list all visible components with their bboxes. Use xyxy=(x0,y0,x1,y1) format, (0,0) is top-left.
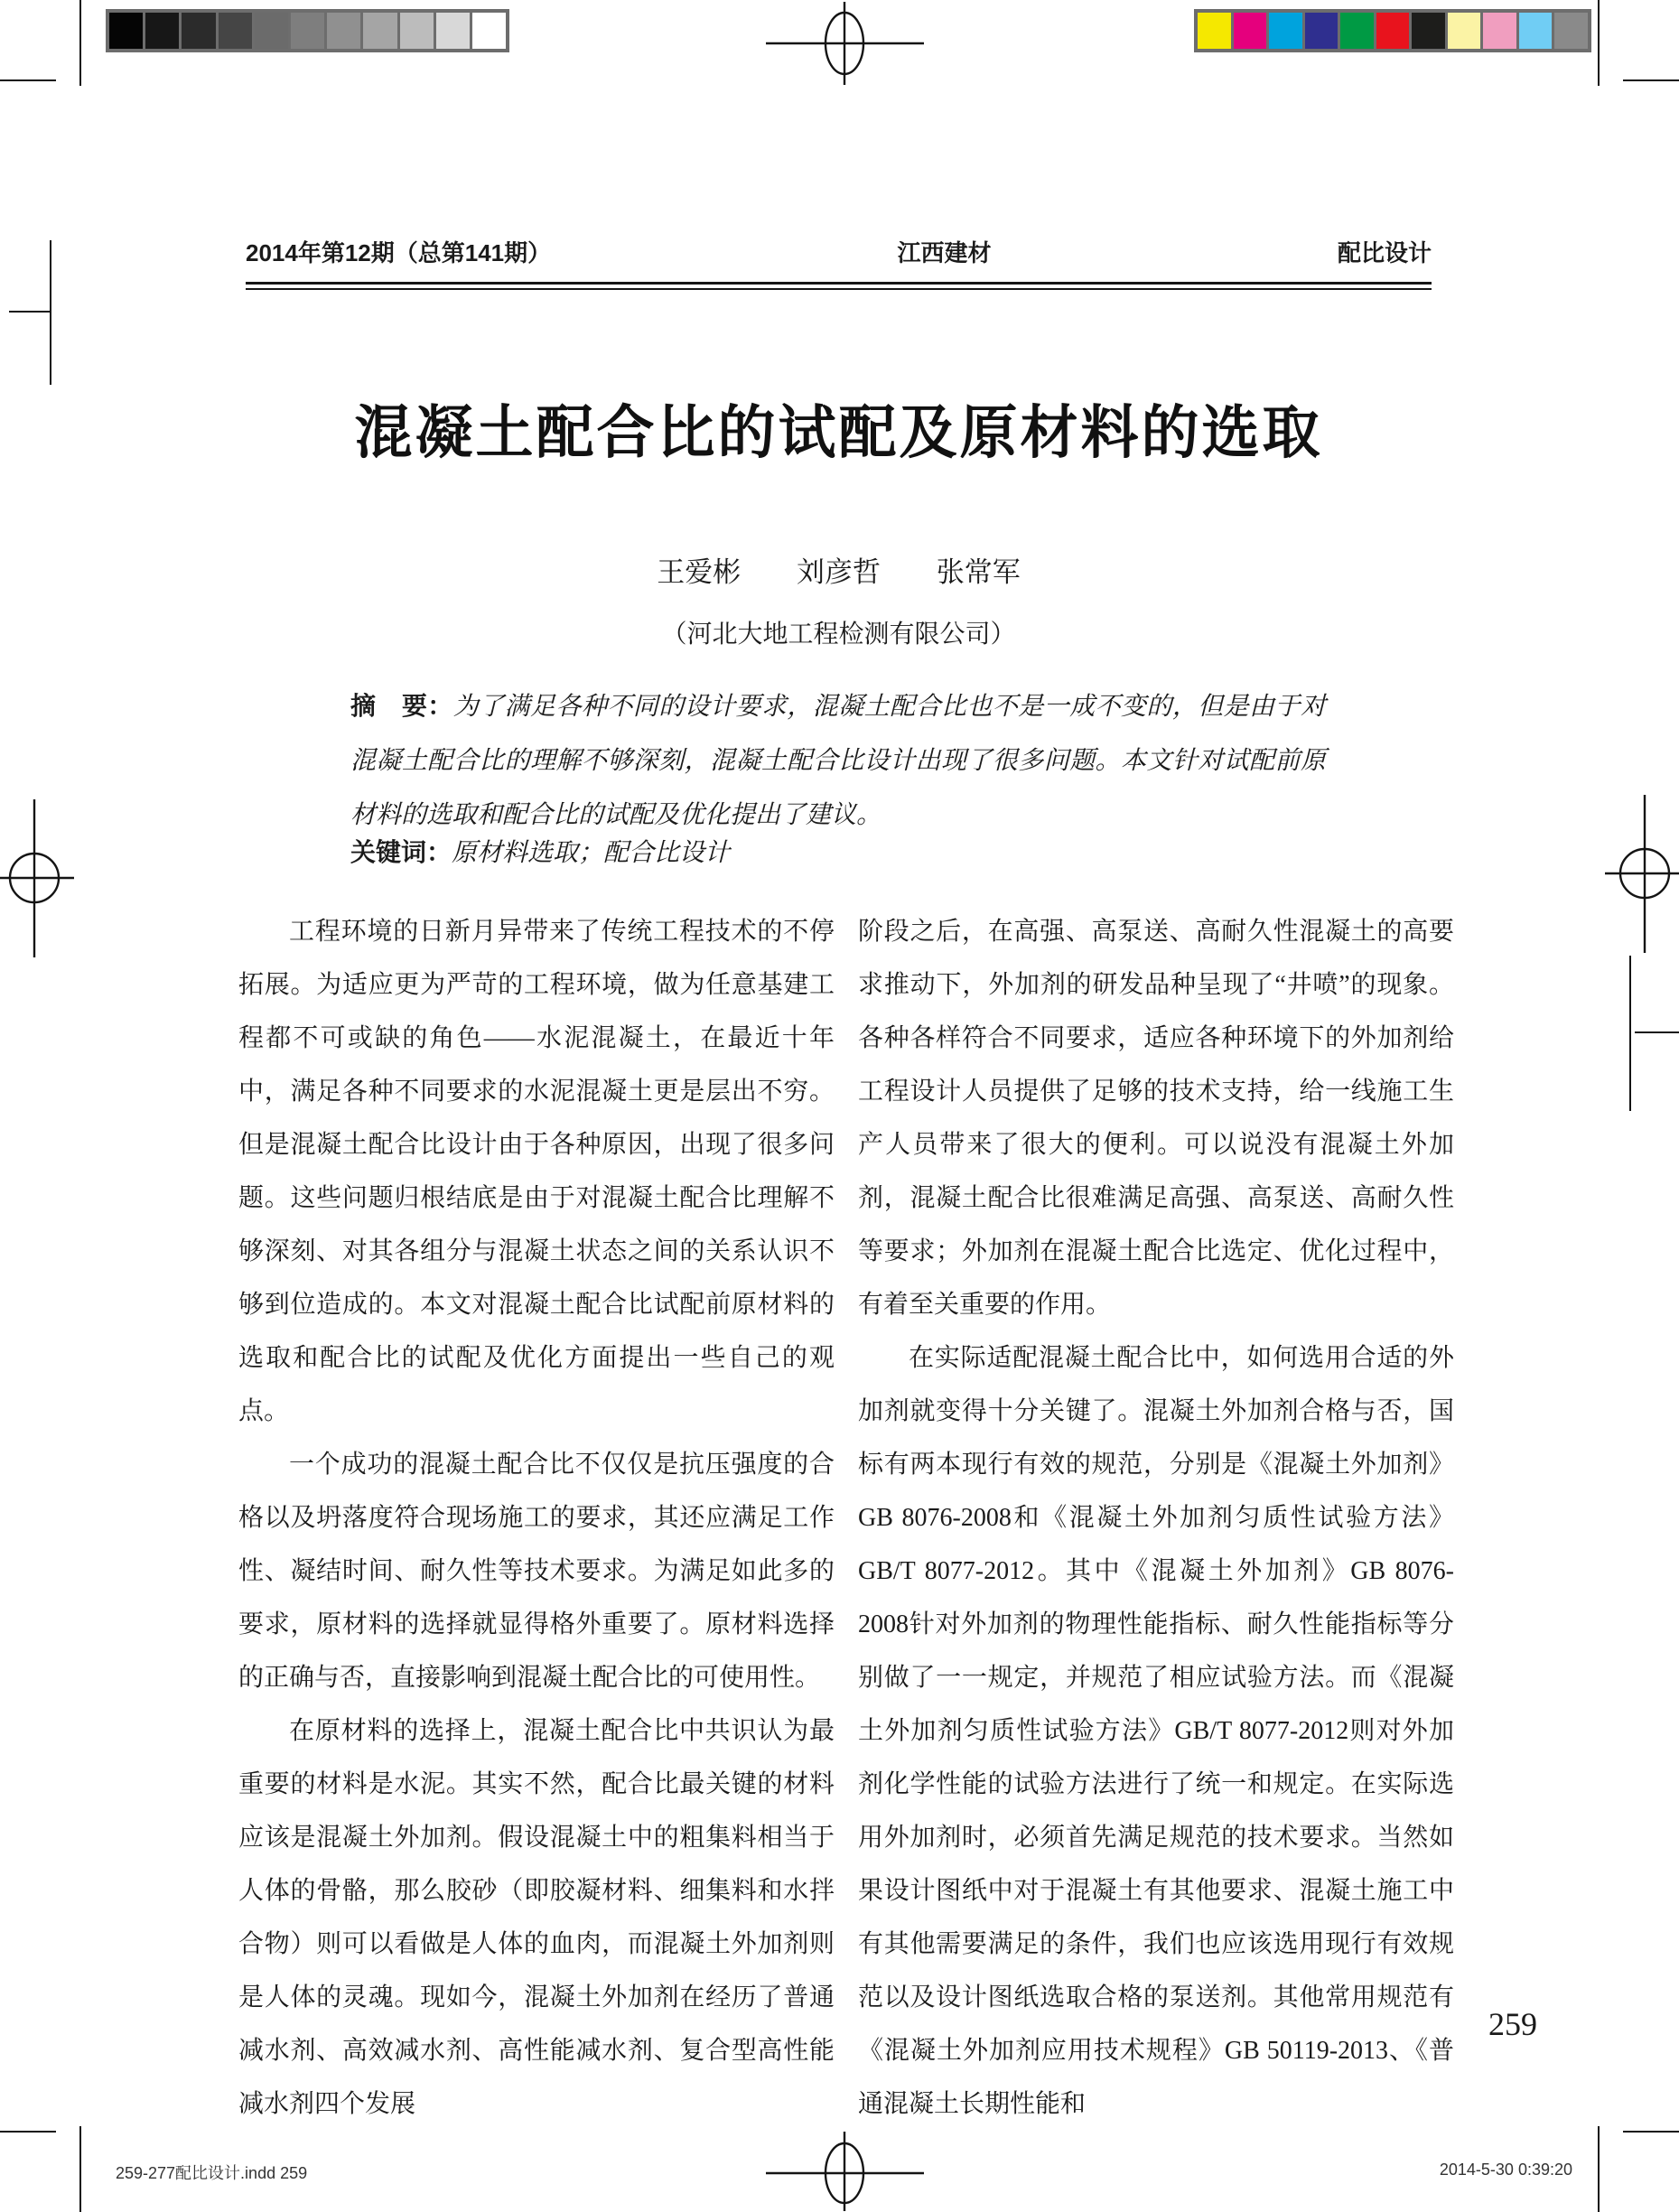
calibration-swatch xyxy=(1269,13,1302,49)
keywords-label: 关键词： xyxy=(350,838,452,866)
calibration-swatch xyxy=(255,13,288,49)
calibration-swatch xyxy=(1412,13,1445,49)
author-name: 王爱彬 xyxy=(657,556,742,588)
calibration-swatch xyxy=(400,13,434,49)
body-left-column xyxy=(238,905,835,2131)
calibration-swatch xyxy=(145,13,179,49)
affiliation: （河北大地工程检测有限公司） xyxy=(661,620,1016,648)
grayscale-calibration-bar xyxy=(106,9,509,52)
footer-timestamp: 2014-5-30 0:39:20 xyxy=(1439,2161,1572,2179)
abstract xyxy=(350,679,1326,843)
calibration-swatch xyxy=(1554,13,1588,49)
header-divider xyxy=(246,282,1432,290)
calibration-swatch xyxy=(327,13,360,49)
body-paragraph: 阶段之后，在高强、高泵送、高耐久性混凝土的高要求推动下，外加剂的研发品种呈现了“井喷”的现象。各种各样符合不同要求，适应各种环境下的外加剂给工程设计人员提供了足够的技术支持，给一线施工生产人员带来了很大的便利。可以说没有混凝土外加剂，混凝土配合比很难满足高强、高泵送、高耐久性等要求；外加剂在混凝土配合比选定、优化过程中，有着至关重要的作用。 xyxy=(858,918,1454,1319)
color-calibration-bar xyxy=(1194,9,1591,52)
keywords-text: 原材料选取；配合比设计 xyxy=(452,839,731,867)
page-header xyxy=(246,235,1432,268)
author-name: 刘彦哲 xyxy=(797,556,881,588)
calibration-swatch xyxy=(1198,13,1231,49)
calibration-swatch xyxy=(363,13,396,49)
calibration-swatch xyxy=(436,13,470,49)
calibration-swatch xyxy=(1376,13,1410,49)
issue-label: 2014年第12期（总第141期） xyxy=(246,239,552,266)
registration-mark-right xyxy=(1605,795,1679,953)
calibration-swatch xyxy=(219,13,252,49)
calibration-swatch xyxy=(1483,13,1516,49)
calibration-swatch xyxy=(1519,13,1553,49)
abstract-text: 为了满足各种不同的设计要求，混凝土配合比也不是一成不变的，但是由于对混凝土配合比的理解不够深刻，混凝土配合比设计出现了很多问题。本文针对试配前原材料的选取和配合比的试配及优化提出了建议。 xyxy=(350,693,1326,829)
body-paragraph: 在原材料的选择上，混凝土配合比中共识认为最重要的材料是水泥。其实不然，配合比最关键的材料应该是混凝土外加剂。假设混凝土中的粗集料相当于人体的骨骼，那么胶砂（即胶凝材料、细集料和水拌合物）则可以看做是人体的血肉，而混凝土外加剂则是人体的灵魂。现如今，混凝土外加剂在经历了普通减水剂、高效减水剂、高性能减水剂、复合型高性能减水剂四个发展 xyxy=(238,1717,835,2118)
registration-mark-bottom xyxy=(766,2132,924,2211)
calibration-swatch xyxy=(182,13,215,49)
body-right-column xyxy=(858,905,1454,2131)
calibration-swatch xyxy=(1448,13,1481,49)
footer-file-info: 259-277配比设计.indd 259 xyxy=(116,2164,308,2182)
calibration-swatch xyxy=(1340,13,1374,49)
authors xyxy=(246,549,1432,590)
body-paragraph: 在实际适配混凝土配合比中，如何选用合适的外加剂就变得十分关键了。混凝土外加剂合格与否，国标有两本现行有效的规范，分别是《混凝土外加剂》GB 8076-2008和《混凝土外加剂匀质性试验方法》GB/T 8077-2012。其中《混凝土外加剂》GB 8076-2008针对外加剂的物理性能指标、耐久性能指标等分别做了一一规定，并规范了相应试验方法。而《混凝土外加剂匀质性试验方法》GB/T 8077-2012则对外加剂化学性能的试验方法进行了统一和规定。在实际选用外加剂时，必须首先满足规范的技术要求。当然如果设计图纸中对于混凝土有其他要求、混凝土施工中有其他需要满足的条件，我们也应该选用现行有效规范以及设计图纸选取合格的泵送剂。其他常用规范有《混凝土外加剂应用技术规程》GB 50119-2013、《普通混凝土长期性能和 xyxy=(858,1344,1454,2118)
calibration-swatch xyxy=(1234,13,1267,49)
calibration-swatch xyxy=(109,13,143,49)
calibration-swatch xyxy=(291,13,324,49)
keywords xyxy=(350,833,1326,869)
journal-name: 江西建材 xyxy=(897,239,992,266)
registration-mark-top xyxy=(766,2,924,85)
body-paragraph: 工程环境的日新月异带来了传统工程技术的不停拓展。为适应更为严苛的工程环境，做为任意基建工程都不可或缺的角色——水泥混凝土，在最近十年中，满足各种不同要求的水泥混凝土更是层出不穷。但是混凝土配合比设计由于各种原因，出现了很多问题。这些问题归根结底是由于对混凝土配合比理解不够深刻、对其各组分与混凝土状态之间的关系认识不够到位造成的。本文对混凝土配合比试配前原材料的选取和配合比的试配及优化方面提出一些自己的观点。 xyxy=(238,918,835,1425)
registration-mark-left xyxy=(0,799,74,957)
body-paragraph: 一个成功的混凝土配合比不仅仅是抗压强度的合格以及坍落度符合现场施工的要求，其还应满足工作性、凝结时间、耐久性等技术要求。为满足如此多的要求，原材料的选择就显得格外重要了。原材料选择的正确与否，直接影响到混凝土配合比的可使用性。 xyxy=(238,1451,835,1692)
calibration-swatch xyxy=(1305,13,1339,49)
author-name: 张常军 xyxy=(936,556,1021,588)
page-number: 259 xyxy=(1488,2006,1537,2042)
article-title: 混凝土配合比的试配及原材料的选取 xyxy=(354,400,1323,465)
calibration-swatch xyxy=(472,13,506,49)
abstract-label: 摘 要： xyxy=(350,692,453,720)
section-label: 配比设计 xyxy=(1337,239,1432,266)
